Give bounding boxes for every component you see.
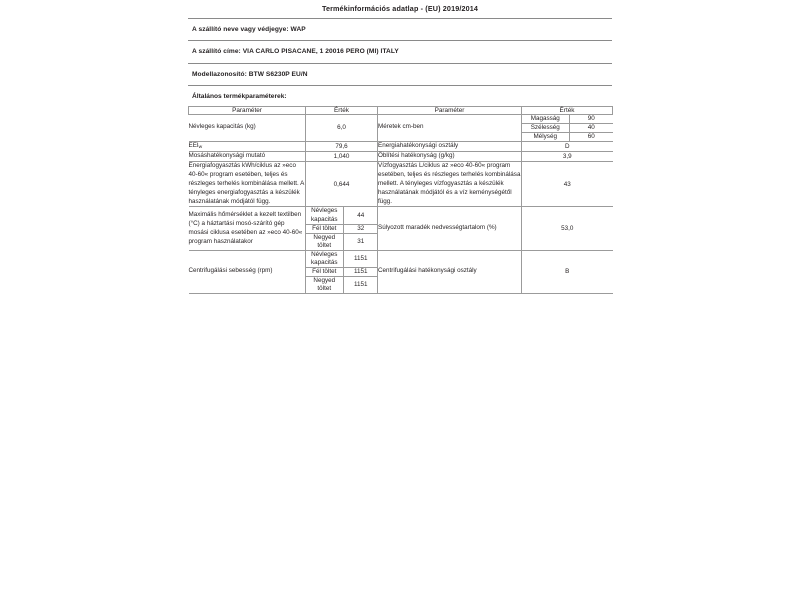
cell-wash-efficiency-value: 1,040 <box>306 151 378 161</box>
cell-rated-capacity-value: 6,0 <box>306 114 378 141</box>
cell-max-temperature-label: Maximális hőmérséklet a kezelt textilben (°C) a háztartási mosó-szárító gép mosási ciklusa esetében az »eco 40-60« program használatakor <box>189 207 306 250</box>
cell-dimensions-label: Méretek cm-ben <box>378 114 522 141</box>
spin-label-rated: Névleges kapacitás <box>306 251 343 268</box>
eei-label-subscript: w <box>198 144 203 150</box>
cell-energy-consumption-label: Energiafogyasztás kWh/ciklus az »eco 40-60« program esetében, teljes és részleges terhelés kombinálása mellett. A tényleges energiafogyasztás a készülék használatának módjától függ. <box>189 161 306 207</box>
cell-rinsing-efficiency-value: 3,9 <box>522 151 613 161</box>
header-parameter-1: Paraméter <box>189 106 306 114</box>
supplier-address-line: A szállító címe: VIA CARLO PISACANE, 1 20016 PERO (MI) ITALY <box>188 40 612 62</box>
load-label-half: Fél töltet <box>306 224 343 233</box>
spin-value-half: 1151 <box>343 267 378 276</box>
spin-value-quarter: 1151 <box>343 276 378 293</box>
cell-spin-class-label: Centrifugálási hatékonysági osztály <box>378 250 522 293</box>
table-row-spin-speed <box>189 250 613 293</box>
table-row-energy-consumption <box>189 161 613 207</box>
max-temperature-subtable <box>306 207 378 249</box>
header-value-1: Érték <box>306 106 378 114</box>
load-value-half: 32 <box>343 224 378 233</box>
dimension-label-height: Magasság <box>522 115 569 124</box>
table-row-eei <box>189 141 613 151</box>
load-label-rated: Névleges kapacitás <box>306 207 343 224</box>
cell-rated-capacity-label: Névleges kapacitás (kg) <box>189 114 306 141</box>
cell-water-consumption-value: 43 <box>522 161 613 207</box>
load-value-rated: 44 <box>343 207 378 224</box>
dimension-value-width: 40 <box>569 123 613 132</box>
load-label-quarter: Negyed töltet <box>306 233 343 250</box>
spin-row-half <box>306 267 378 276</box>
cell-energy-class-value: D <box>522 141 613 151</box>
spin-label-half: Fél töltet <box>306 267 343 276</box>
load-row-rated <box>306 207 378 224</box>
supplier-name-line: A szállító neve vagy védjegye: WAP <box>188 18 612 40</box>
spin-label-quarter: Negyed töltet <box>306 276 343 293</box>
page-title: Termékinformációs adatlap - (EU) 2019/2014 <box>321 4 479 13</box>
cell-energy-consumption-value: 0,644 <box>306 161 378 207</box>
dimension-row-depth <box>522 132 613 141</box>
cell-eei-label <box>189 141 306 151</box>
dimensions-subtable <box>522 115 613 141</box>
cell-spin-speed-loads <box>306 250 378 293</box>
table-row-wash-efficiency <box>189 151 613 161</box>
spin-row-rated <box>306 251 378 268</box>
cell-energy-class-label: Energiahatékonysági osztály <box>378 141 522 151</box>
cell-rinsing-efficiency-label: Öblítési hatékonyság (g/kg) <box>378 151 522 161</box>
header-parameter-2: Paraméter <box>378 106 522 114</box>
cell-max-temperature-loads <box>306 207 378 250</box>
datasheet <box>188 0 612 294</box>
table-row-rated-capacity <box>189 114 613 141</box>
load-row-half <box>306 224 378 233</box>
dimension-row-height <box>522 115 613 124</box>
cell-wash-efficiency-label: Mosáshatékonysági mutató <box>189 151 306 161</box>
cell-water-consumption-label: Vízfogyasztás L/ciklus az »eco 40-60« program esetében, teljes és részleges terhelés kombinálása mellett. A tényleges vízfogyasztás a készülék használatának módjától és a víz keménységétől függ. <box>378 161 522 207</box>
dimension-label-width: Szélesség <box>522 123 569 132</box>
cell-residual-moisture-value: 53,0 <box>522 207 613 250</box>
spin-speed-subtable <box>306 251 378 293</box>
load-row-quarter <box>306 233 378 250</box>
dimension-value-depth: 60 <box>569 132 613 141</box>
header-value-2: Érték <box>522 106 613 114</box>
cell-dimensions-group <box>522 114 613 141</box>
model-identifier-line: Modellazonosító: BTW S6230P EU/N <box>188 63 612 85</box>
dimension-label-depth: Mélység <box>522 132 569 141</box>
dimension-value-height: 90 <box>569 115 613 124</box>
cell-eei-value: 79,6 <box>306 141 378 151</box>
spin-value-rated: 1151 <box>343 251 378 268</box>
cell-spin-class-value: B <box>522 250 613 293</box>
table-header-row <box>189 106 613 114</box>
spin-row-quarter <box>306 276 378 293</box>
load-value-quarter: 31 <box>343 233 378 250</box>
section-heading-general-parameters: Általános termékparaméterek: <box>188 85 612 106</box>
product-parameters-table <box>188 106 613 294</box>
table-row-max-temperature <box>189 207 613 250</box>
cell-residual-moisture-label: Súlyozott maradék nedvességtartalom (%) <box>378 207 522 250</box>
eei-label-text: EEI <box>188 141 199 149</box>
cell-spin-speed-label: Centrifugálási sebesség (rpm) <box>189 250 306 293</box>
dimension-row-width <box>522 123 613 132</box>
